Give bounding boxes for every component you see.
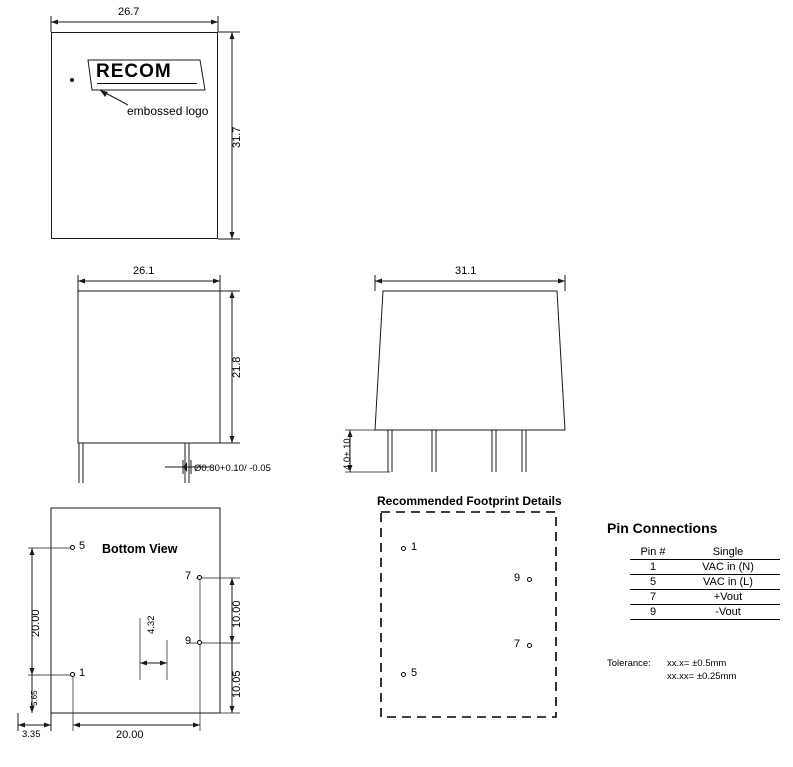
bottom-view-right-upper-dim: 10.00 [231,600,243,628]
footprint-pin-9 [527,577,532,582]
pin-diameter-value: Ø0.80 [194,463,220,474]
cell-pin: 5 [630,575,676,590]
front-view-width-dim: 26.1 [133,265,155,277]
bottom-view-inner-dim: 4.32 [146,615,157,634]
bottom-view-pin-1-label: 1 [79,667,86,679]
side-view-pin-length-dim [342,438,353,470]
footprint-pin-1 [401,546,406,551]
pin-diameter-tolerance: +0.10 [219,463,244,474]
bottom-view-pin-9 [197,640,202,645]
bottom-view-pin-7 [197,575,202,580]
table-row [630,560,780,575]
bottom-view-width-dim: 20.00 [116,729,144,741]
pin1-marker-top-view [70,78,74,82]
bottom-view-left-lower-dim: 5.65 [30,690,39,706]
footprint-pin-5-label: 5 [411,667,418,679]
bottom-view-pin-1 [70,672,75,677]
bottom-view-title: Bottom View [102,542,178,556]
bottom-view-right-lower-dim: 10.05 [231,670,243,698]
footprint-pin-1-label: 1 [411,541,418,553]
top-view-height-dim: 31.7 [231,126,243,148]
header-pin: Pin # [630,545,676,560]
embossed-logo-annotation: embossed logo [127,104,209,118]
pin-diameter-dim [194,463,271,474]
cell-single: VAC in (L) [676,575,780,590]
pin-length-tolerance: ±.10 [342,438,353,457]
tolerance-line-1: xx.x= ±0.5mm [667,658,727,669]
cell-single: -Vout [676,605,780,620]
cell-single: VAC in (N) [676,560,780,575]
cell-pin: 7 [630,590,676,605]
table-header-row [630,545,780,560]
bottom-view-offset-dim: 3.35 [22,729,41,740]
cell-pin: 9 [630,605,676,620]
pin-connections-title: Pin Connections [607,520,718,536]
table-row [630,605,780,620]
footprint-title: Recommended Footprint Details [377,494,562,508]
cell-pin: 1 [630,560,676,575]
cell-single: +Vout [676,590,780,605]
side-view-width-dim: 31.1 [455,265,477,277]
footprint-pin-9-label: 9 [514,572,521,584]
bottom-view-pin-5 [70,545,75,550]
tolerance-label: Tolerance: [607,658,651,669]
tolerance-line-2: xx.xx= ±0.25mm [667,671,737,682]
bottom-view-pin-7-label: 7 [185,570,192,582]
pin-length-value: 4.0 [342,456,353,470]
footprint-pin-5 [401,672,406,677]
bottom-view-left-dim: 20.00 [30,609,42,637]
table-row [630,575,780,590]
bottom-view-pin-9-label: 9 [185,635,192,647]
recom-logo-text: RECOM [96,61,172,82]
footprint-pin-7-label: 7 [514,638,521,650]
footprint-pin-7 [527,643,532,648]
table-row [630,590,780,605]
header-single: Single [676,545,780,560]
top-view-width-dim: 26.7 [118,6,140,18]
bottom-view-pin-5-label: 5 [79,540,86,552]
recom-logo-underline [97,83,197,84]
front-view-height-dim: 21.8 [231,356,243,378]
pin-connections-table [630,545,780,620]
pin-diameter-tolerance-minus: / -0.05 [243,463,271,474]
recom-logo [96,61,172,83]
